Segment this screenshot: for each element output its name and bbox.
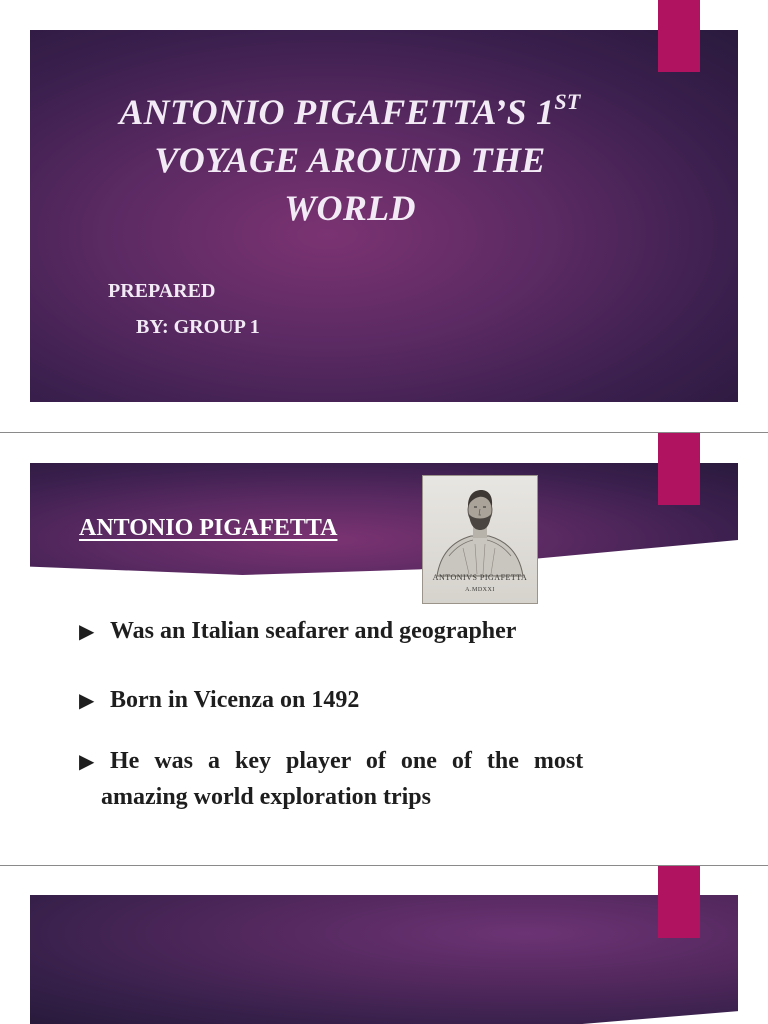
portrait-engraving (423, 476, 537, 603)
accent-tab (658, 0, 700, 72)
bullet-arrow-icon: ▶ (79, 621, 95, 643)
prepared-by-group: BY: GROUP 1 (136, 316, 260, 338)
slide-heading: ANTONIO PIGAFETTA (79, 515, 338, 541)
bullet-item: ▶ Born in Vicenza on 1492 (79, 687, 360, 713)
slide-2 (0, 433, 768, 865)
accent-tab (658, 866, 700, 938)
bullet-item: ▶ Was an Italian seafarer and geographer (79, 618, 517, 644)
portrait-caption-date: A.MDXXI (465, 587, 495, 593)
bullet-item: ▶ He was a key player of one of the most amazing world exploration trips (79, 744, 624, 815)
slide-title: ANTONIO PIGAFETTA’S 1ST VOYAGE AROUND THE WORLD (119, 89, 581, 228)
slide-3 (0, 866, 768, 1024)
prepared-label: PREPARED (108, 280, 216, 302)
slide-1 (0, 0, 768, 432)
bullet-arrow-icon: ▶ (79, 690, 95, 712)
portrait-caption: ANTONIVS PIGAFETTA (432, 573, 528, 582)
portrait-image (423, 476, 537, 603)
bullet-arrow-icon: ▶ (79, 751, 95, 773)
accent-tab (658, 433, 700, 505)
slide-background (30, 895, 738, 1024)
